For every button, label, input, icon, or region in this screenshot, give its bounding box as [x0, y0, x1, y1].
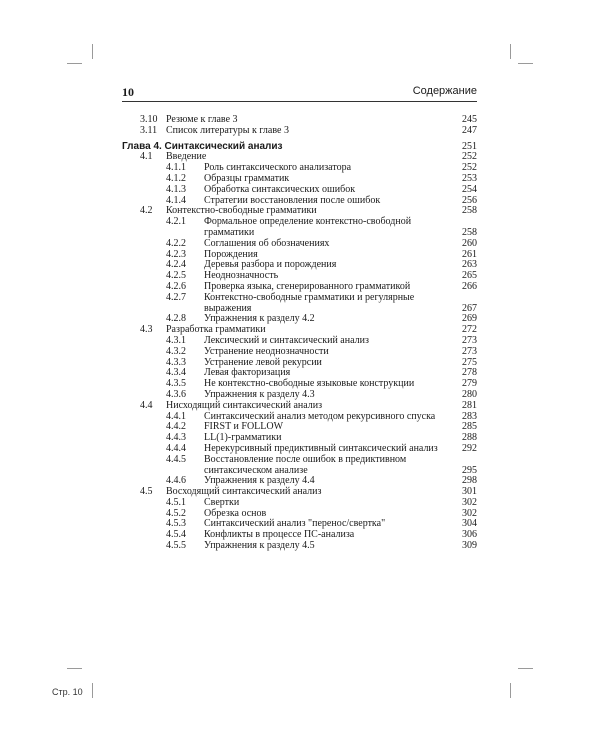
- toc-entry-title: Соглашения об обозначениях: [204, 237, 330, 249]
- toc-entry-number: 4.3.2: [166, 345, 186, 357]
- toc-entry-number: 4.5.4: [166, 529, 186, 541]
- crop-mark: [92, 44, 93, 59]
- toc-entry-page: 272: [462, 324, 477, 336]
- toc-entry: [122, 217, 477, 239]
- toc-entry-number: 4.1.3: [166, 183, 186, 195]
- toc-entry-title: Список литературы к главе 3: [166, 124, 289, 136]
- toc-entry-title: Образцы грамматик: [204, 172, 290, 184]
- toc-entry-page: 251: [462, 140, 477, 152]
- toc-entry-page: 285: [462, 421, 477, 433]
- toc-entry-page: 302: [462, 507, 477, 519]
- toc-entry-title: Восстановление после ошибок в предиктивном синтаксическом анализе: [204, 453, 407, 476]
- toc-entry-title: LL(1)-грамматики: [204, 432, 282, 444]
- crop-mark: [67, 668, 82, 669]
- toc-entry-number: 4.1.2: [166, 172, 186, 184]
- toc-entry-page: 302: [462, 496, 477, 508]
- toc-entry-number: 4.3.1: [166, 334, 186, 346]
- toc-entry-page: 292: [462, 442, 477, 454]
- toc-entry-page: 254: [462, 183, 477, 195]
- toc-entry-title: Резюме к главе 3: [166, 114, 238, 125]
- toc-entry-page: 278: [462, 367, 477, 379]
- toc-entry-page: 269: [462, 313, 477, 325]
- toc-entry: [122, 239, 477, 250]
- toc-entry: [122, 401, 477, 412]
- toc-entry-title: Упражнения к разделу 4.3: [204, 388, 315, 400]
- toc-entry-title: Левая факторизация: [204, 367, 291, 379]
- toc-entry-title: Конфликты в процессе ПС-анализа: [204, 529, 355, 541]
- toc-entry-number: 4.2.7: [166, 291, 186, 303]
- toc-entry-number: 4.4.2: [166, 421, 186, 433]
- toc-entry-number: 4.3.5: [166, 378, 186, 390]
- toc-entry-number: 4.4: [140, 399, 153, 411]
- toc-entry-number: 4.5.5: [166, 540, 186, 552]
- toc-entry-title: Разработка грамматики: [166, 324, 266, 336]
- toc-entry: [122, 293, 477, 315]
- toc-entry-number: 4.3.4: [166, 367, 186, 379]
- header-rule: [122, 101, 477, 102]
- toc-entry: [122, 185, 477, 196]
- toc-entry-page: 295: [462, 464, 477, 476]
- toc-entry-page: 275: [462, 356, 477, 368]
- crop-mark: [518, 63, 533, 64]
- toc-entry-page: 260: [462, 237, 477, 249]
- crop-mark: [67, 63, 82, 64]
- crop-mark: [518, 668, 533, 669]
- toc-entry-number: 4.2.1: [166, 216, 186, 228]
- toc-entry-page: 258: [462, 226, 477, 238]
- toc-entry-number: 3.11: [140, 124, 158, 136]
- toc-entry-page: 306: [462, 529, 477, 541]
- toc-entry: [122, 347, 477, 358]
- toc-entry-page: 258: [462, 205, 477, 217]
- toc-entry-title: Синтаксический анализ "перенос/свертка": [204, 518, 386, 530]
- toc-entry-title: Введение: [166, 151, 207, 163]
- toc-entry-page: 283: [462, 410, 477, 422]
- toc-entry-title: Порождения: [204, 248, 258, 260]
- toc-entry-title: Деревья разбора и порождения: [204, 259, 337, 271]
- toc-entry-page: 273: [462, 334, 477, 346]
- toc-entry-title: Не контекстно-свободные языковые конструкции: [204, 378, 415, 390]
- toc-entry-number: 4.2.4: [166, 259, 186, 271]
- page-number: 10: [122, 85, 134, 99]
- toc-entry-title: Роль синтаксического анализатора: [204, 162, 352, 174]
- footer-page-label: Стр. 10: [52, 687, 83, 697]
- toc-entry-number: 4.3: [140, 324, 153, 336]
- toc-entry-title: FIRST и FOLLOW: [204, 421, 284, 433]
- toc-entry: [122, 126, 477, 137]
- table-of-contents: [122, 115, 477, 552]
- toc-entry-number: 4.1: [140, 151, 153, 163]
- toc-entry-title: Стратегии восстановления после ошибок: [204, 194, 381, 206]
- toc-entry-page: 247: [462, 124, 477, 136]
- toc-entry-title: Устранение левой рекурсии: [204, 356, 322, 368]
- toc-entry-page: 263: [462, 259, 477, 271]
- toc-entry-page: 279: [462, 378, 477, 390]
- toc-entry-title: Контекстно-свободные грамматики: [166, 205, 317, 217]
- running-head: Содержание: [412, 85, 477, 97]
- toc-entry-page: 304: [462, 518, 477, 530]
- toc-entry-number: 4.5.3: [166, 518, 186, 530]
- toc-entry-number: 4.5.2: [166, 507, 186, 519]
- toc-entry-number: 4.2.8: [166, 313, 186, 325]
- toc-entry-page: 280: [462, 388, 477, 400]
- toc-entry-page: 273: [462, 345, 477, 357]
- toc-entry-title: Нисходящий синтаксический анализ: [166, 399, 323, 411]
- toc-entry-title: Устранение неоднозначности: [204, 345, 329, 357]
- toc-entry-title: Обработка синтаксических ошибок: [204, 183, 356, 195]
- toc-entry-page: 267: [462, 302, 477, 314]
- toc-entry-number: 4.2.6: [166, 280, 186, 292]
- toc-entry-page: 301: [462, 486, 477, 498]
- toc-entry-title: Обрезка основ: [204, 507, 267, 519]
- toc-entry-page: 309: [462, 540, 477, 552]
- crop-mark: [510, 683, 511, 698]
- toc-entry-page: 288: [462, 432, 477, 444]
- toc-entry-number: 4.3.6: [166, 388, 186, 400]
- page-header: [122, 85, 477, 99]
- toc-entry-title: Лексический и синтаксический анализ: [204, 334, 369, 346]
- toc-entry-page: 265: [462, 270, 477, 282]
- toc-entry-number: 4.4.4: [166, 442, 186, 454]
- toc-entry-page: 245: [462, 114, 477, 125]
- toc-entry-title: Проверка языка, сгенерированного грамматикой: [204, 280, 411, 292]
- toc-entry: [122, 455, 477, 477]
- toc-entry-number: 4.2.3: [166, 248, 186, 260]
- toc-entry-number: 4.2: [140, 205, 153, 217]
- toc-entry-page: 256: [462, 194, 477, 206]
- toc-entry-number: 4.4.3: [166, 432, 186, 444]
- toc-entry-number: 4.1.4: [166, 194, 186, 206]
- toc-entry-number: 4.5: [140, 486, 153, 498]
- toc-entry-number: 4.1.1: [166, 162, 186, 174]
- toc-entry-number: 4.4.5: [166, 453, 186, 465]
- toc-entry-page: 252: [462, 162, 477, 174]
- toc-entry-title: Формальное определение контекстно-свободной грамматики: [204, 216, 412, 238]
- toc-entry-title: Упражнения к разделу 4.5: [204, 540, 315, 552]
- toc-entry-page: 252: [462, 151, 477, 163]
- toc-entry-page: 266: [462, 280, 477, 292]
- toc-entry-title: Восходящий синтаксический анализ: [166, 486, 322, 498]
- toc-entry-title: Синтаксический анализ методом рекурсивного спуска: [204, 410, 436, 422]
- toc-entry-title: Контекстно-свободные грамматики и регулярные выражения: [204, 291, 415, 314]
- toc-entry-title: Свертки: [204, 496, 240, 508]
- toc-entry-number: 4.4.6: [166, 475, 186, 487]
- toc-entry: [122, 541, 477, 552]
- toc-entry-page: 253: [462, 172, 477, 184]
- toc-entry-number: 4.2.5: [166, 270, 186, 282]
- toc-entry-number: 4.2.2: [166, 237, 186, 249]
- toc-entry-page: 281: [462, 399, 477, 411]
- crop-mark: [92, 683, 93, 698]
- crop-mark: [510, 44, 511, 59]
- toc-entry-number: 3.10: [140, 114, 158, 125]
- toc-entry-number: 4.4.1: [166, 410, 186, 422]
- toc-entry-title: Глава 4. Синтаксический анализ: [122, 140, 283, 152]
- toc-entry-title: Неоднозначность: [204, 270, 279, 282]
- toc-entry-page: 298: [462, 475, 477, 487]
- toc-entry-title: Упражнения к разделу 4.2: [204, 313, 315, 325]
- toc-entry-title: Упражнения к разделу 4.4: [204, 475, 315, 487]
- toc-entry-title: Нерекурсивный предиктивный синтаксический анализ: [204, 442, 438, 454]
- toc-entry-page: 261: [462, 248, 477, 260]
- toc-entry-number: 4.5.1: [166, 496, 186, 508]
- toc-entry-number: 4.3.3: [166, 356, 186, 368]
